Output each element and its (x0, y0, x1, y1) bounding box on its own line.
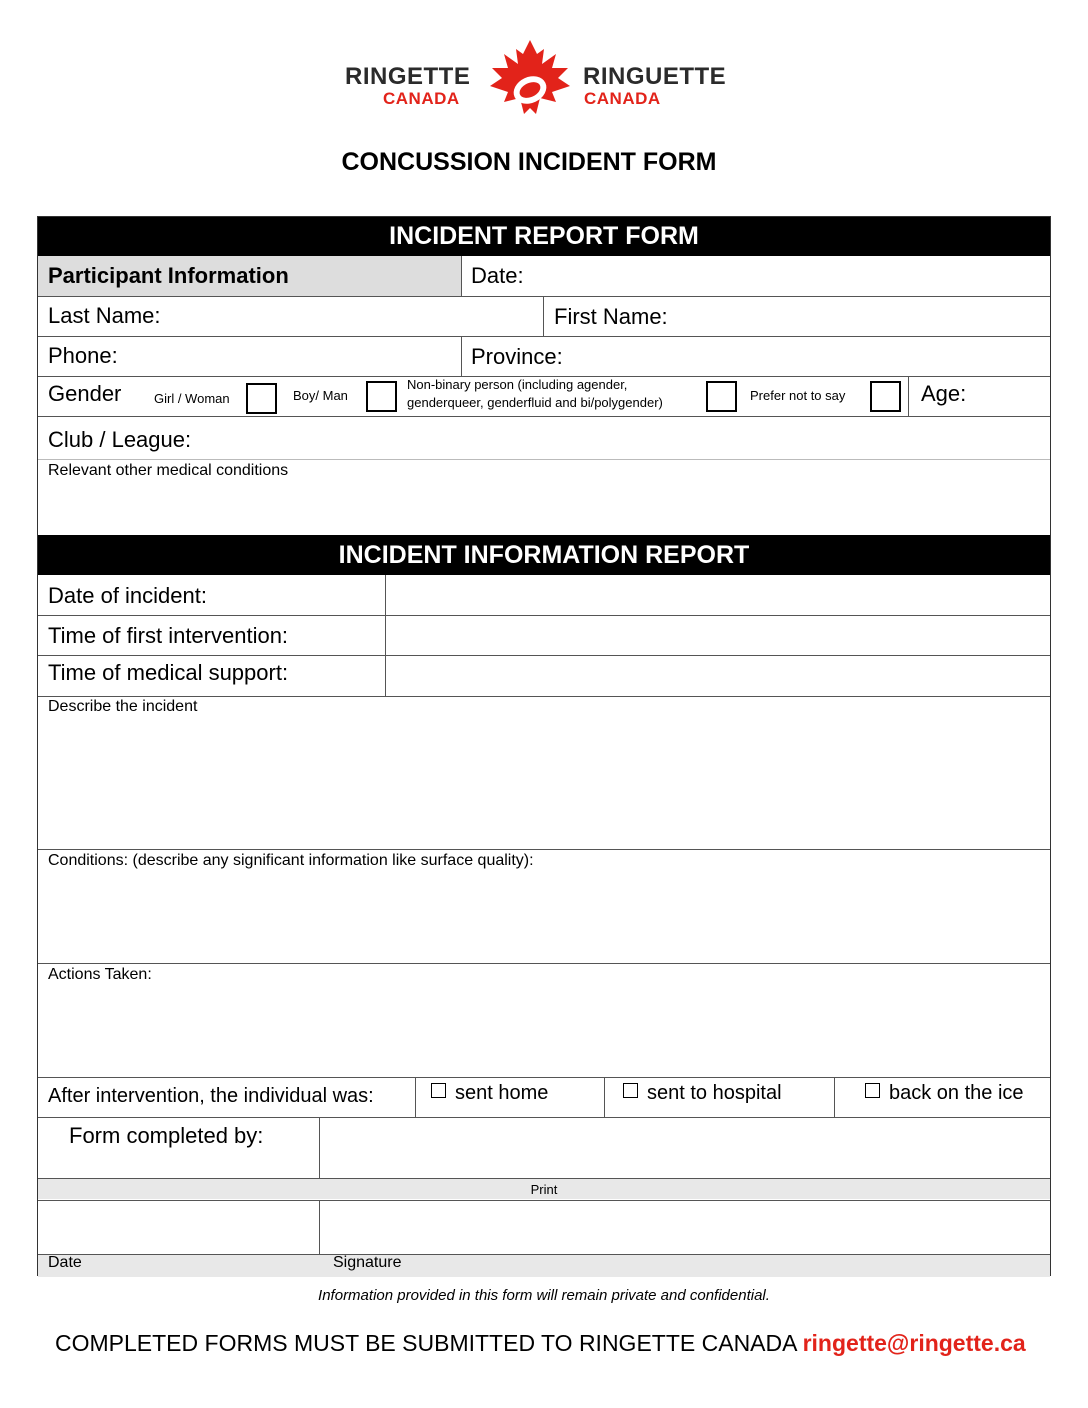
date-of-incident-label: Date of incident: (48, 583, 207, 608)
gender-option-nonbinary-line2: genderqueer, genderfluid and bi/polygender) (407, 395, 663, 410)
back-on-ice-label: back on the ice (889, 1082, 1024, 1104)
signature-label: Signature (333, 1254, 402, 1271)
document-title: CONCUSSION INCIDENT FORM (341, 148, 717, 176)
last-name-field[interactable]: Last Name: (48, 303, 161, 328)
back-on-ice-checkbox[interactable] (865, 1083, 880, 1098)
date-field[interactable]: Date: (471, 263, 524, 288)
date-of-incident-input[interactable] (386, 575, 1052, 614)
province-field[interactable]: Province: (471, 344, 563, 369)
concussion-form (37, 216, 1051, 1276)
sent-to-hospital-option[interactable] (623, 1083, 782, 1103)
signature-input[interactable] (320, 1201, 1052, 1253)
time-medical-support-input[interactable] (386, 656, 1052, 695)
gender-girl-woman-checkbox[interactable] (246, 383, 277, 414)
phone-field[interactable]: Phone: (48, 343, 118, 368)
logo-right-bottom: CANADA (584, 89, 661, 108)
describe-incident-field[interactable]: Describe the incident (48, 698, 198, 715)
age-field[interactable]: Age: (921, 381, 967, 406)
club-league-field[interactable]: Club / League: (48, 427, 192, 452)
logo-right-top: RINGUETTE (583, 63, 727, 90)
time-medical-support-label: Time of medical support: (48, 660, 289, 685)
sent-to-hospital-label: sent to hospital (647, 1082, 782, 1104)
first-name-field[interactable]: First Name: (554, 304, 668, 329)
privacy-note: Information provided in this form will remain private and confidential. (318, 1287, 770, 1304)
conditions-field[interactable]: Conditions: (describe any significant information like surface quality): (48, 852, 534, 869)
participant-info-label: Participant Information (48, 263, 289, 288)
medical-conditions-field[interactable]: Relevant other medical conditions (48, 462, 289, 479)
maple-leaf-ringette-logo-icon (486, 38, 574, 122)
form-completed-by-label: Form completed by: (69, 1123, 264, 1148)
gender-label: Gender (48, 381, 122, 406)
submit-instruction (55, 1330, 1026, 1357)
actions-taken-field[interactable]: Actions Taken: (48, 966, 152, 983)
form-completed-by-input[interactable] (320, 1117, 1052, 1178)
print-label: Print (530, 1182, 558, 1197)
after-intervention-label: After intervention, the individual was: (48, 1085, 374, 1107)
submit-email-link[interactable]: ringette@ringette.ca (802, 1330, 1026, 1356)
sent-to-hospital-checkbox[interactable] (623, 1083, 638, 1098)
incident-report-header: INCIDENT REPORT FORM (38, 217, 1050, 256)
gender-prefer-not-checkbox[interactable] (870, 381, 901, 412)
sent-home-label: sent home (455, 1082, 549, 1104)
time-first-intervention-label: Time of first intervention: (48, 623, 289, 648)
gender-option-girl-woman: Girl / Woman (154, 391, 230, 406)
submit-text: COMPLETED FORMS MUST BE SUBMITTED TO RINGETTE CANADA (55, 1330, 797, 1356)
gender-nonbinary-checkbox[interactable] (706, 381, 737, 412)
ringette-canada-logo (0, 38, 1088, 124)
sent-home-checkbox[interactable] (431, 1083, 446, 1098)
time-first-intervention-input[interactable] (386, 616, 1052, 655)
gender-boy-man-checkbox[interactable] (366, 381, 397, 412)
date-input[interactable] (38, 1201, 319, 1253)
gender-option-nonbinary-line1: Non-binary person (including agender, (407, 377, 628, 392)
date-label: Date (48, 1254, 82, 1271)
logo-left-bottom: CANADA (383, 89, 460, 108)
gender-option-boy-man: Boy/ Man (293, 388, 348, 403)
gender-option-prefer-not: Prefer not to say (750, 388, 846, 403)
incident-information-header: INCIDENT INFORMATION REPORT (38, 535, 1050, 575)
back-on-ice-option[interactable] (865, 1083, 1024, 1103)
sent-home-option[interactable] (431, 1083, 548, 1103)
logo-left-top: RINGETTE (345, 63, 471, 90)
